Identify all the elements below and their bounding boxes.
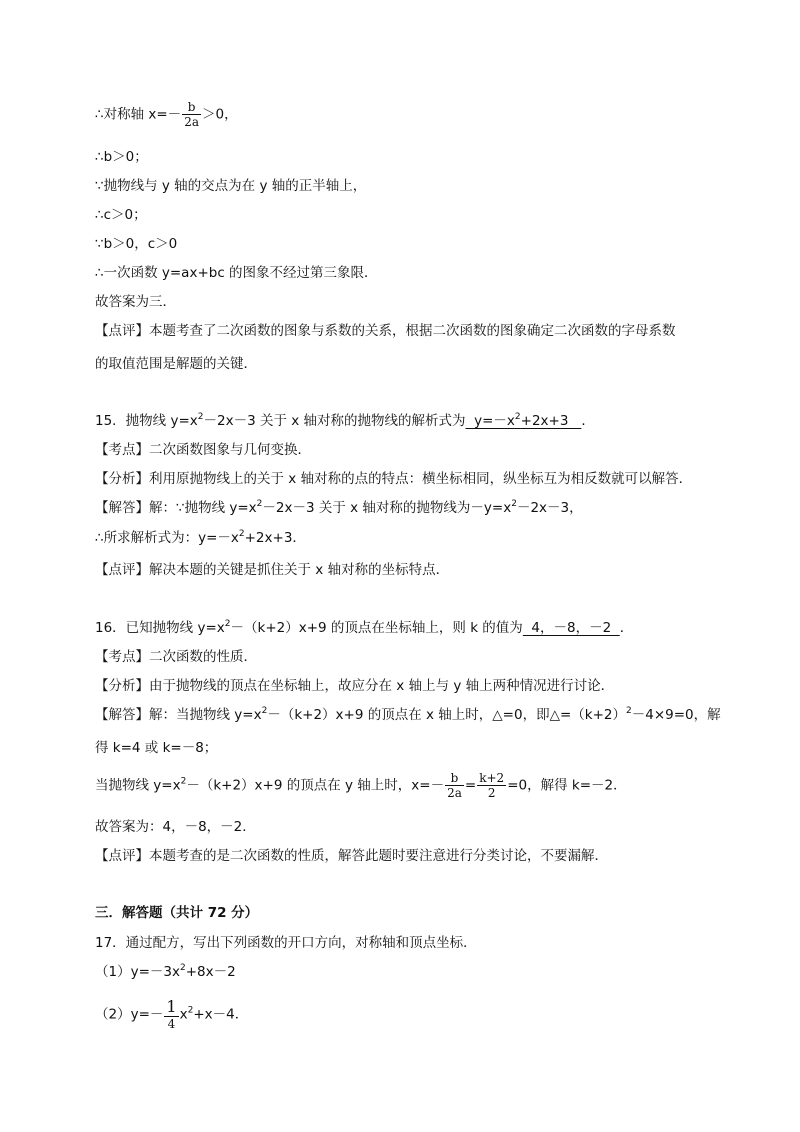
q16-end: ． [619,620,634,636]
case-text-a: 当抛物线 y=x [95,777,181,794]
question-16 [95,619,633,637]
jieda-text-b: －2x－3 关于 x 轴对称的抛物线为－y=x [262,500,512,516]
q15-answer-a: y=－x [465,413,515,429]
q16-answer-blank: 4，－8，－2 [522,620,620,636]
section-heading: 三．解答题（共计 72 分） [95,905,259,921]
part-2-text-c: +x－4． [193,1006,249,1023]
text-line: ∴b＞0； [95,149,148,165]
question-17: 17．通过配方，写出下列函数的开口方向，对称轴和顶点坐标． [95,935,477,951]
fraction-numerator: b [187,100,196,114]
superscript: 2 [187,1005,194,1016]
case-text-c: =0，解得 k=－2． [507,777,627,794]
text-line: ∵b＞0，c＞0 [95,236,178,252]
q15-text-a: 15．抛物线 y=x [95,413,198,429]
part-1-text-a: （1）y=－3x [95,964,180,980]
jieda-line [95,499,583,517]
q15-end: ． [581,413,595,429]
question-15 [95,412,595,430]
superscript: 2 [626,706,632,716]
superscript: 2 [224,619,231,629]
q15-text-b: －2x－3 关于 x 轴对称的抛物线的解析式为 [203,413,466,429]
fraction-denominator: 4 [164,1016,178,1031]
fraction-numerator: k+2 [479,771,505,785]
jieda-text-a: 【解答】解：∵抛物线 y=x [95,500,257,516]
jieda-text-a: 【解答】解：当抛物线 y=x [95,707,262,723]
fraction-denominator: 2 [477,785,506,800]
fraction-b-over-2a [182,100,201,129]
jieda-text-c: －4×9=0，解 [631,707,721,723]
fraction-k-plus-2-over-2 [477,771,506,800]
superscript: 2 [261,706,268,716]
superscript: 2 [180,776,187,787]
fenxi-line: 【分析】利用原抛物线上的关于 x 轴对称的点的特点：横坐标相同，纵坐标互为相反数就可以解答． [95,471,693,487]
part-1 [95,963,236,981]
axis-line [95,100,238,129]
q15-answer-blank [466,413,582,429]
answer-line: 故答案为：4，－8，－2． [95,819,256,835]
equals-sign: = [464,777,477,794]
superscript: 2 [514,412,521,422]
fraction-denominator: 2a [447,786,462,800]
fraction-denominator: 2a [184,115,199,129]
part-2-text-b: x [179,1006,188,1023]
text-line: 得 k=4 或 k=－8； [95,740,218,756]
axis-text-post: ＞0， [201,106,238,123]
dianping-line: 【点评】本题考查的是二次函数的性质，解答此题时要注意进行分类讨论，不要漏解． [95,848,608,864]
q15-answer-b: +2x+3 [520,413,582,429]
q16-text-a: 16．已知抛物线 y=x [95,620,225,636]
fraction-numerator: 1 [166,997,177,1016]
fraction-1-over-4 [164,998,178,1031]
part-2-text-a: （2）y=－ [95,1006,164,1023]
case-text-b: －（k+2）x+9 的顶点在 y 轴上时，x=－ [186,777,445,794]
comment-line: 【点评】本题考查了二次函数的图象与系数的关系，根据二次函数的图象确定二次函数的字母系数 [95,323,676,339]
jieda-text-c: －2x－3， [516,500,583,516]
fraction-b-over-2a [445,771,464,800]
part-1-text-b: +8x－2 [185,964,236,980]
part-2 [95,998,248,1031]
result-text-a: ∴所求解析式为：y=－x [95,530,239,546]
jieda-line [95,706,721,724]
axis-text-pre: ∴对称轴 x=－ [95,106,182,123]
dianping-line: 【点评】解决本题的关键是抓住关于 x 轴对称的坐标特点． [95,562,450,578]
y-axis-case-line [95,771,627,800]
text-line: ∴一次函数 y=ax+bc 的图象不经过第三象限． [95,265,378,281]
fraction-numerator: b [450,771,459,785]
kaodian-line: 【考点】二次函数图象与几何变换． [95,442,311,458]
result-line [95,529,306,547]
text-line: ∵抛物线与 y 轴的交点为在 y 轴的正半轴上， [95,178,367,194]
text-line: 故答案为三． [95,294,176,310]
jieda-text-b: －（k+2）x+9 的顶点在 x 轴上时，△=0，即△=（k+2） [267,707,626,723]
superscript: 2 [238,529,245,539]
superscript: 2 [197,412,204,422]
result-text-b: +2x+3． [244,530,306,546]
kaodian-line: 【考点】二次函数的性质． [95,649,257,665]
text-line: ∴c＞0； [95,207,147,223]
q16-text-b: －（k+2）x+9 的顶点在坐标轴上，则 k 的值为 [230,620,523,636]
superscript: 2 [256,499,263,509]
fenxi-line: 【分析】由于抛物线的顶点在坐标轴上，故应分在 x 轴上与 y 轴上两种情况进行讨论． [95,678,615,694]
superscript: 2 [179,963,186,973]
superscript: 2 [511,499,517,509]
comment-line: 的取值范围是解题的关键． [95,356,257,372]
